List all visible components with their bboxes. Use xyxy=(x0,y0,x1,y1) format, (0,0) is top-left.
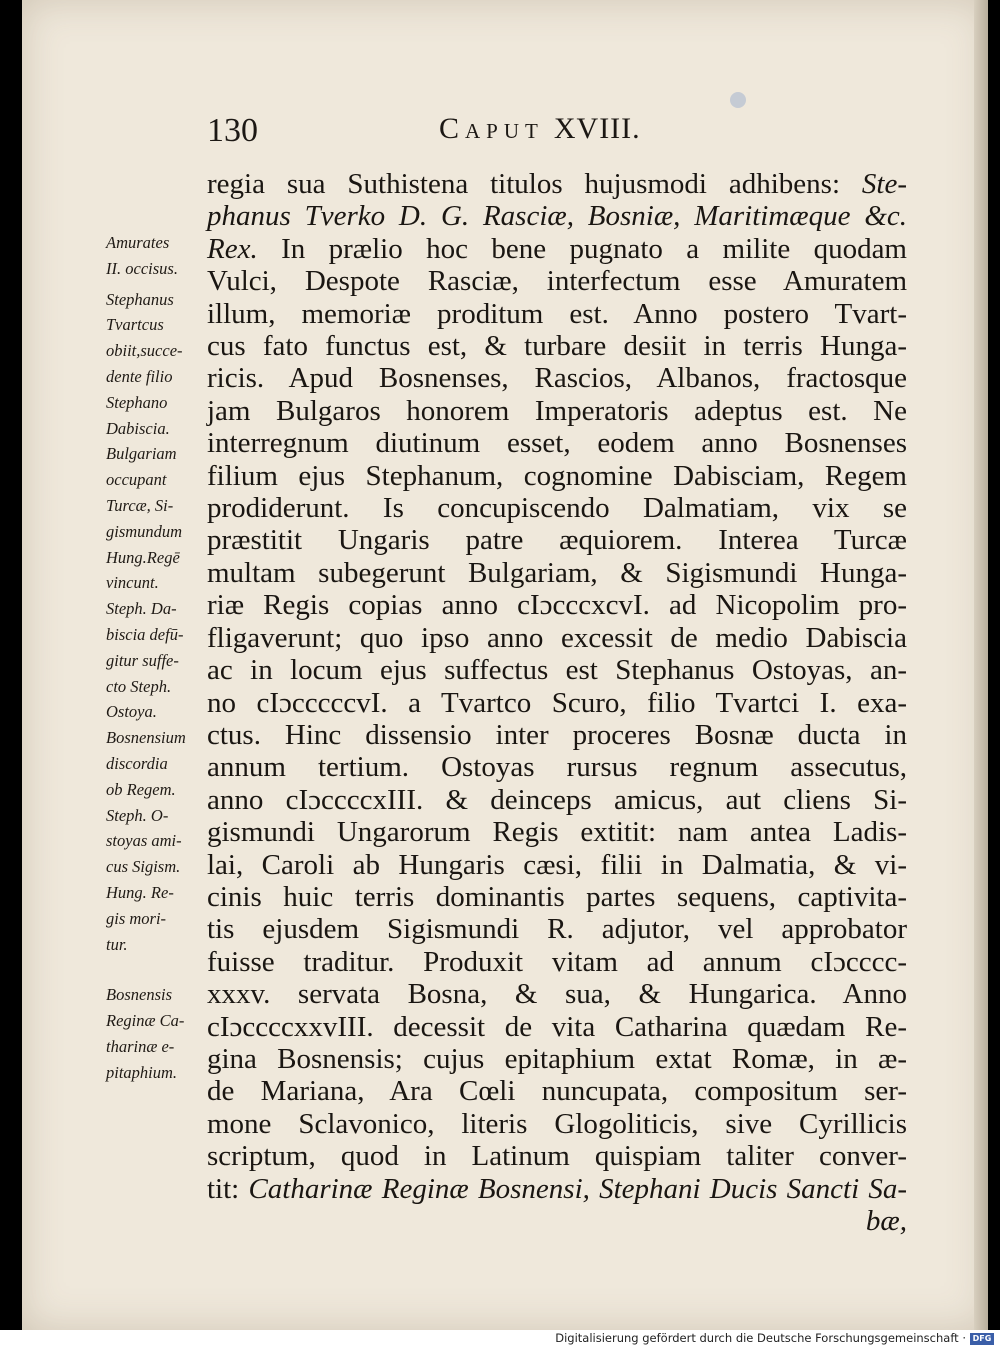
margin-note-line: Turcæ, Si- xyxy=(106,495,174,515)
roman-text: cus fato functus est, & turbare desiit in terris Hunga- xyxy=(207,330,907,363)
margin-note-line: stoyas ami- xyxy=(106,831,182,851)
roman-text: annum tertium. Ostoyas rursus regnum assecutus, xyxy=(207,751,907,784)
text-line xyxy=(207,557,907,589)
text-line xyxy=(207,1011,907,1043)
roman-text: jam Bulgaros honorem Imperatoris adeptus est. Ne xyxy=(207,394,907,427)
footer-bar xyxy=(0,1330,1000,1348)
text-line xyxy=(207,881,907,913)
body-text xyxy=(207,168,907,1237)
margin-note-line: Hung.Regē xyxy=(106,547,180,567)
text-line xyxy=(207,913,907,945)
margin-note-line: II. occisus. xyxy=(106,258,178,278)
text-line xyxy=(207,460,907,492)
roman-text: illum, memoriæ proditum est. Anno postero Tvart- xyxy=(207,297,907,330)
roman-text: lai, Caroli ab Hungaris cæsi, filii in Dalmatia, & vi- xyxy=(207,848,907,881)
text-line xyxy=(207,1205,907,1237)
margin-note-line: cto Steph. xyxy=(106,676,172,696)
text-line xyxy=(207,1108,907,1140)
roman-text: gismundi Ungarorum Regis extitit: nam antea Ladis- xyxy=(207,816,907,849)
roman-text: tis ejusdem Sigismundi R. adjutor, vel approbator xyxy=(207,913,907,946)
text-line xyxy=(207,265,907,297)
margin-note-line: Dabiscia. xyxy=(106,418,170,438)
roman-text: Vulci, Despote Rasciæ, interfectum esse Amuratem xyxy=(207,265,907,298)
roman-text: anno cIɔccccxIII. & deinceps amicus, aut cliens Si- xyxy=(207,783,907,816)
roman-text: gina Bosnensis; cujus epitaphium extat Romæ, in æ- xyxy=(207,1042,907,1075)
roman-text: præstitit Ungaris patre æquiorem. Interea Turcæ xyxy=(207,524,907,557)
text-line xyxy=(207,816,907,848)
dfg-logo: DFG xyxy=(970,1333,994,1345)
running-title xyxy=(439,112,641,146)
roman-text: filium ejus Stephanum, cognomine Dabisciam, Regem xyxy=(207,459,907,492)
text-line xyxy=(207,654,907,686)
roman-text: tit: xyxy=(207,1172,249,1205)
margin-note-line: Bosnensium xyxy=(106,728,186,748)
margin-note-line: Bosnensis xyxy=(106,985,172,1005)
text-line xyxy=(207,622,907,654)
roman-text: scriptum, quod in Latinum quispiam taliter conver- xyxy=(207,1140,907,1173)
margin-note-line: obiit,succe- xyxy=(106,341,183,361)
text-line xyxy=(207,687,907,719)
margin-note-line: Stephano xyxy=(106,392,168,412)
margin-note-line: Ostoya. xyxy=(106,702,157,722)
text-line xyxy=(207,784,907,816)
text-line xyxy=(207,1043,907,1075)
margin-note-line: dente filio xyxy=(106,366,173,386)
margin-note-line: pitaphium. xyxy=(106,1062,178,1082)
text-line xyxy=(207,524,907,556)
italic-text: Rex. xyxy=(207,232,258,265)
roman-text: ac in locum ejus suffectus est Stephanus Ostoyas, an- xyxy=(207,654,907,687)
text-line xyxy=(207,492,907,524)
text-line xyxy=(207,1173,907,1205)
text-line xyxy=(207,978,907,1010)
margin-note-line: Reginæ Ca- xyxy=(106,1011,185,1031)
italic-text: Ste- xyxy=(861,168,907,200)
margin-note-line: gis mori- xyxy=(106,908,167,928)
roman-text: no cIɔcccccvI. a Tvartco Scuro, filio Tvartci I. exa- xyxy=(207,686,907,719)
text-line xyxy=(207,298,907,330)
running-title-number: XVIII. xyxy=(553,112,641,145)
italic-text: Catharinæ Reginæ Bosnensi, Stephani Ducis Sancti Sa- xyxy=(248,1172,907,1205)
margin-note-line: vincunt. xyxy=(106,573,159,593)
margin-note-line: Amurates xyxy=(106,233,170,252)
text-line xyxy=(207,1075,907,1107)
footer-credit: Digitalisierung gefördert durch die Deutsche Forschungsgemeinschaft · xyxy=(555,1331,966,1345)
margin-note-line: discordia xyxy=(106,753,168,773)
text-line xyxy=(207,395,907,427)
margin-note-line: Steph. O- xyxy=(106,805,169,825)
margin-note-line: Stephanus xyxy=(106,289,174,309)
roman-text: cinis huic terris dominantis partes sequens, captivita- xyxy=(207,880,907,913)
roman-text: prodiderunt. Is concupiscendo Dalmatiam, vix se xyxy=(207,492,907,525)
margin-note-line: gitur suffe- xyxy=(106,650,179,670)
roman-text: xxxv. servata Bosna, & sua, & Hungarica. Anno xyxy=(207,978,907,1011)
italic-text: phanus Tverko D. G. Rasciæ, Bosniæ, Maritimæque &c. xyxy=(207,200,907,233)
page-number: 130 xyxy=(207,112,258,149)
text-line xyxy=(207,427,907,459)
text-line xyxy=(207,1140,907,1172)
text-line xyxy=(207,849,907,881)
italic-text: bæ, xyxy=(865,1205,907,1237)
text-line xyxy=(207,168,907,200)
margin-note-line: Steph. Da- xyxy=(106,599,177,619)
margin-note-line: Tvartcus xyxy=(106,315,164,335)
margin-note-line: Bulgariam xyxy=(106,444,177,464)
roman-text: In prælio hoc bene pugnato a milite quodam xyxy=(257,232,907,265)
roman-text: fligaverunt; quo ipso anno excessit de medio Dabiscia xyxy=(207,621,907,654)
roman-text: ctus. Hinc dissensio inter proceres Bosnæ ducta in xyxy=(207,718,907,751)
text-line xyxy=(207,200,907,232)
margin-note-line: Hung. Re- xyxy=(106,882,174,902)
roman-text: riæ Regis copias anno cIɔcccxcvI. ad Nicopolim pro- xyxy=(207,589,907,622)
roman-text: interregnum diutinum esset, eodem anno Bosnenses xyxy=(207,427,907,460)
text-line xyxy=(207,946,907,978)
text-line xyxy=(207,233,907,265)
roman-text: cIɔccccxxvIII. decessit de vita Catharina quædam Re- xyxy=(207,1010,907,1043)
roman-text: multam subegerunt Bulgariam, & Sigismundi Hunga- xyxy=(207,556,907,589)
margin-note-line: ob Regem. xyxy=(106,779,176,799)
margin-note-line: tharinæ e- xyxy=(106,1036,175,1056)
roman-text: mone Sclavonico, literis Glogoliticis, sive Cyrillicis xyxy=(207,1107,907,1140)
text-line xyxy=(207,751,907,783)
roman-text: fuisse traditur. Produxit vitam ad annum cIɔcccc- xyxy=(207,945,907,978)
page-edge xyxy=(974,0,988,1330)
margin-note-line: biscia defū- xyxy=(106,624,184,644)
page-header xyxy=(207,112,907,158)
roman-text: regia sua Suthistena titulos hujusmodi adhibens: xyxy=(207,168,862,200)
text-line xyxy=(207,719,907,751)
margin-note-line: tur. xyxy=(106,934,128,954)
roman-text: de Mariana, Ara Cœli nuncupata, compositum ser- xyxy=(207,1075,907,1108)
text-line xyxy=(207,362,907,394)
text-line xyxy=(207,330,907,362)
margin-note-line: gismundum xyxy=(106,521,183,541)
roman-text: ricis. Apud Bosnenses, Rascios, Albanos, fractosque xyxy=(207,362,907,395)
running-title-word: Caput xyxy=(439,112,544,145)
margin-note-line: cus Sigism. xyxy=(106,857,181,877)
ink-stain xyxy=(730,92,746,108)
text-line xyxy=(207,589,907,621)
margin-note-line: occupant xyxy=(106,470,167,490)
